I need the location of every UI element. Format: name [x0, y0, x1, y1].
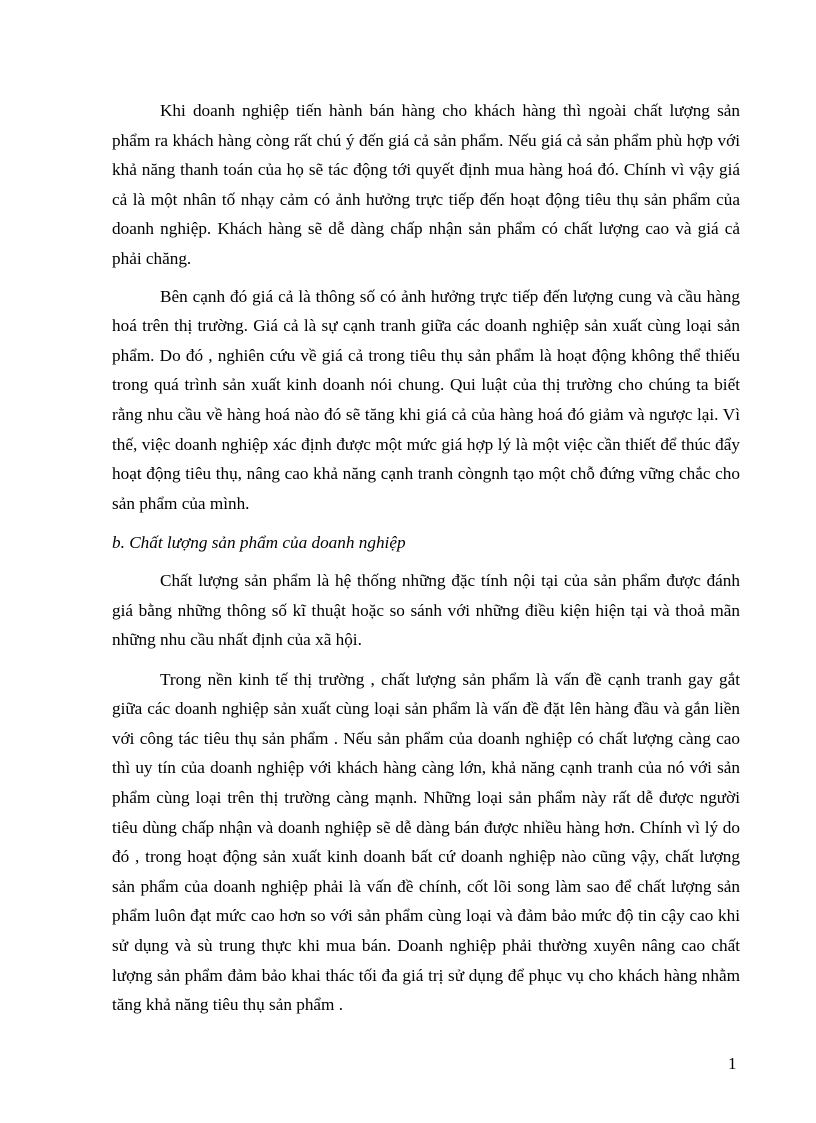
paragraph-quality-definition: Chất lượng sản phẩm là hệ thống những đặc tính nội tại của sản phẩm được đánh giá bằng những thông số kĩ thuật hoặc so sánh với những điều kiện hiện tại và thoả mãn những nhu cầu nhất định của xã hội. [112, 570, 740, 650]
page-number: 1 [728, 1054, 737, 1073]
paragraph-price-importance: Khi doanh nghiệp tiến hành bán hàng cho khách hàng thì ngoài chất lượng sản phẩm ra khách hàng còng rất chú ý đến giá cả sản phẩm. Nếu giá cả sản phẩm phù hợp với khả năng thanh toán của họ sẽ tác động tới quyết định mua hàng hoá đó. Chính vì vậy giá cả là một nhân tố nhạy cảm có ảnh hưởng trực tiếp đến hoạt động tiêu thụ sản phẩm của doanh nghiệp. Khách hàng sẽ dễ dàng chấp nhận sản phẩm có chất lượng cao và giá cả phải chăng. [112, 101, 740, 268]
document-page [112, 96, 740, 1020]
section-heading-product-quality: b. Chất lượng sản phẩm của doanh nghiệp [112, 533, 406, 553]
paragraph-quality-competition: Trong nền kinh tế thị trường , chất lượng sản phẩm là vấn đề cạnh tranh gay gắt giữa các doanh nghiệp sản xuất cùng loại sản phẩm là vấn đề đặt lên hàng đầu và gắn liền với công tác tiêu thụ sản phẩm . Nếu sản phẩm của doanh nghiệp có chất lượng càng cao thì uy tín của doanh nghiệp với khách hàng càng lớn, khả năng cạnh tranh của nó với sản phẩm cùng loại trên thị trường càng mạnh. Những loại sản phẩm này rất dễ được người tiêu dùng chấp nhận và doanh nghiệp sẽ dễ dàng bán được nhiều hàng hơn. Chính vì lý do đó , trong hoạt động sản xuất kinh doanh bất cứ doanh nghiệp nào cũng vậy, chất lượng sản phẩm của doanh nghiệp phải là vấn đề chính, cốt lõi song làm sao để chất lượng sản phẩm luôn đạt mức cao hơn so với sản phẩm cùng loại và đảm bảo mức độ tin cậy cao khi sử dụng và sù trung thực khi mua bán. Doanh nghiệp phải thường xuyên nâng cao chất lượng sản phẩm đảm bảo khai thác tối đa giá trị sử dụng để phục vụ cho khách hàng nhằm tăng khả năng tiêu thụ sản phẩm . [112, 669, 740, 1015]
paragraph-price-competition: Bên cạnh đó giá cả là thông số có ảnh hưởng trực tiếp đến lượng cung và cầu hàng hoá trên thị trường. Giá cả là sự cạnh tranh giữa các doanh nghiệp sản xuất cùng loại sản phẩm. Do đó , nghiên cứu về giá cả trong tiêu thụ sản phẩm là hoạt động không thể thiếu trong quá trình sản xuất kinh doanh nói chung. Qui luật của thị trường cho chúng ta biết rằng nhu cầu về hàng hoá nào đó sẽ tăng khi giá cả của hàng hoá đó giảm và ngược lại. Vì thế, việc doanh nghiệp xác định được một mức giá hợp lý là một việc cần thiết để thúc đẩy hoạt động tiêu thụ, nâng cao khả năng cạnh tranh còngnh tạo một chỗ đứng vững chắc cho sản phẩm của mình. [112, 286, 740, 513]
